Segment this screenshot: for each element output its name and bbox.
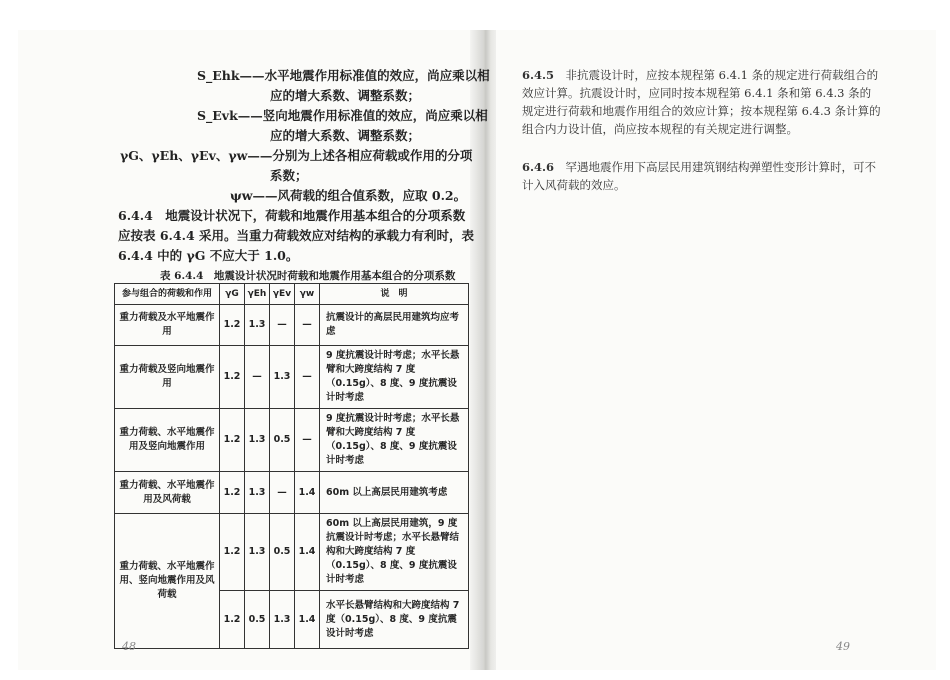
cell-eh: 1.3: [245, 305, 270, 346]
header-description: 说 明: [320, 284, 469, 305]
cell-desc: 60m 以上高层民用建筑考虑: [320, 472, 469, 514]
cell-eh: 1.3: [245, 409, 270, 472]
table-caption: 表 6.4.4 地震设计状况时荷载和地震作用基本组合的分项系数: [160, 270, 456, 282]
cell-desc: 抗震设计的高层民用建筑均应考虑: [320, 305, 469, 346]
cell-g: 1.2: [220, 305, 245, 346]
table-row: [115, 305, 469, 346]
cell-eh: 1.3: [245, 514, 270, 591]
section-6-4-4-line3: 6.4.4 中的 γG 不应大于 1.0。: [118, 248, 299, 263]
cell-ev: 1.3: [270, 591, 295, 649]
symbol-definition: γG、γEh、γEv、γw——分别为上述各相应荷载或作用的分项: [120, 148, 473, 163]
cell-ev: 1.3: [270, 346, 295, 409]
symbol-definition: S_Evk——竖向地震作用标准值的效应，尚应乘以相: [197, 108, 488, 123]
header-gamma-eh: γEh: [245, 284, 270, 305]
cell-desc: 9 度抗震设计时考虑；水平长悬臂和大跨度结构 7 度（0.15g）、8 度、9 度抗震设计时考虑: [320, 409, 469, 472]
table-row: [115, 409, 469, 472]
cell-ev: 0.5: [270, 514, 295, 591]
cell-w: —: [295, 409, 320, 472]
table-row: [115, 472, 469, 514]
symbol-definition-cont: 系数；: [270, 168, 308, 183]
cell-g: 1.2: [220, 514, 245, 591]
cell-g: 1.2: [220, 591, 245, 649]
cell-case: 重力荷载及竖向地震作用: [115, 346, 220, 409]
cell-w: —: [295, 305, 320, 346]
symbol-definition: S_Ehk——水平地震作用标准值的效应，尚应乘以相: [197, 68, 490, 83]
table-row: [115, 514, 469, 591]
cell-case: 重力荷载、水平地震作用及风荷载: [115, 472, 220, 514]
cell-ev: —: [270, 305, 295, 346]
cell-w: —: [295, 346, 320, 409]
section-number: 6.4.6: [522, 160, 555, 174]
cell-desc: 60m 以上高层民用建筑，9 度抗震设计时考虑；水平长悬臂结构和大跨度结构 7 度（0.15g）、8 度、9 度抗震设计时考虑: [320, 514, 469, 591]
cell-eh: 1.3: [245, 472, 270, 514]
cell-case: 重力荷载、水平地震作用、竖向地震作用及风荷载: [115, 514, 220, 649]
section-text: 罕遇地震作用下高层民用建筑钢结构弹塑性变形计算时，可不计入风荷载的效应。: [522, 160, 877, 192]
cell-w: 1.4: [295, 472, 320, 514]
cell-eh: —: [245, 346, 270, 409]
cell-g: 1.2: [220, 346, 245, 409]
cell-w: 1.4: [295, 591, 320, 649]
cell-desc: 9 度抗震设计时考虑；水平长悬臂和大跨度结构 7 度（0.15g）、8 度、9 度抗震设计时考虑: [320, 346, 469, 409]
header-case: 参与组合的荷载和作用: [115, 284, 220, 305]
cell-case: 重力荷载及水平地震作用: [115, 305, 220, 346]
cell-w: 1.4: [295, 514, 320, 591]
page-number-left: 48: [122, 640, 136, 653]
header-gamma-w: γw: [295, 284, 320, 305]
section-6-4-5: [522, 66, 882, 138]
section-number: 6.4.5: [522, 68, 555, 82]
cell-case: 重力荷载、水平地震作用及竖向地震作用: [115, 409, 220, 472]
symbol-definition-cont: 应的增大系数、调整系数；: [270, 88, 421, 103]
table-header-row: [115, 284, 469, 305]
header-gamma-g: γG: [220, 284, 245, 305]
section-6-4-4-line1: 6.4.4 地震设计状况下，荷载和地震作用基本组合的分项系数: [118, 208, 466, 223]
page-number-right: 49: [836, 640, 850, 653]
section-6-4-4-line2: 应按表 6.4.4 采用。当重力荷载效应对结构的承载力有利时，表: [118, 228, 475, 243]
table-row: [115, 346, 469, 409]
cell-ev: —: [270, 472, 295, 514]
section-6-4-6: [522, 158, 882, 194]
cell-g: 1.2: [220, 472, 245, 514]
cell-g: 1.2: [220, 409, 245, 472]
header-gamma-ev: γEv: [270, 284, 295, 305]
symbol-definition-cont: 应的增大系数、调整系数；: [270, 128, 421, 143]
coefficient-table: [114, 283, 469, 649]
cell-ev: 0.5: [270, 409, 295, 472]
section-text: 非抗震设计时，应按本规程第 6.4.1 条的规定进行荷载组合的效应计算。抗震设计时，应同时按本规程第 6.4.1 条和第 6.4.3 条的规定进行荷载和地震作用组合的效应计算；按本规程第 6.4.3 条计算的组合内力设计值，尚应按本规程的有关规定进行调整。: [522, 68, 881, 136]
cell-eh: 0.5: [245, 591, 270, 649]
symbol-definition: ψw——风荷载的组合值系数，应取 0.2。: [230, 188, 467, 203]
cell-desc: 水平长悬臂结构和大跨度结构 7 度（0.15g）、8 度、9 度抗震设计时考虑: [320, 591, 469, 649]
